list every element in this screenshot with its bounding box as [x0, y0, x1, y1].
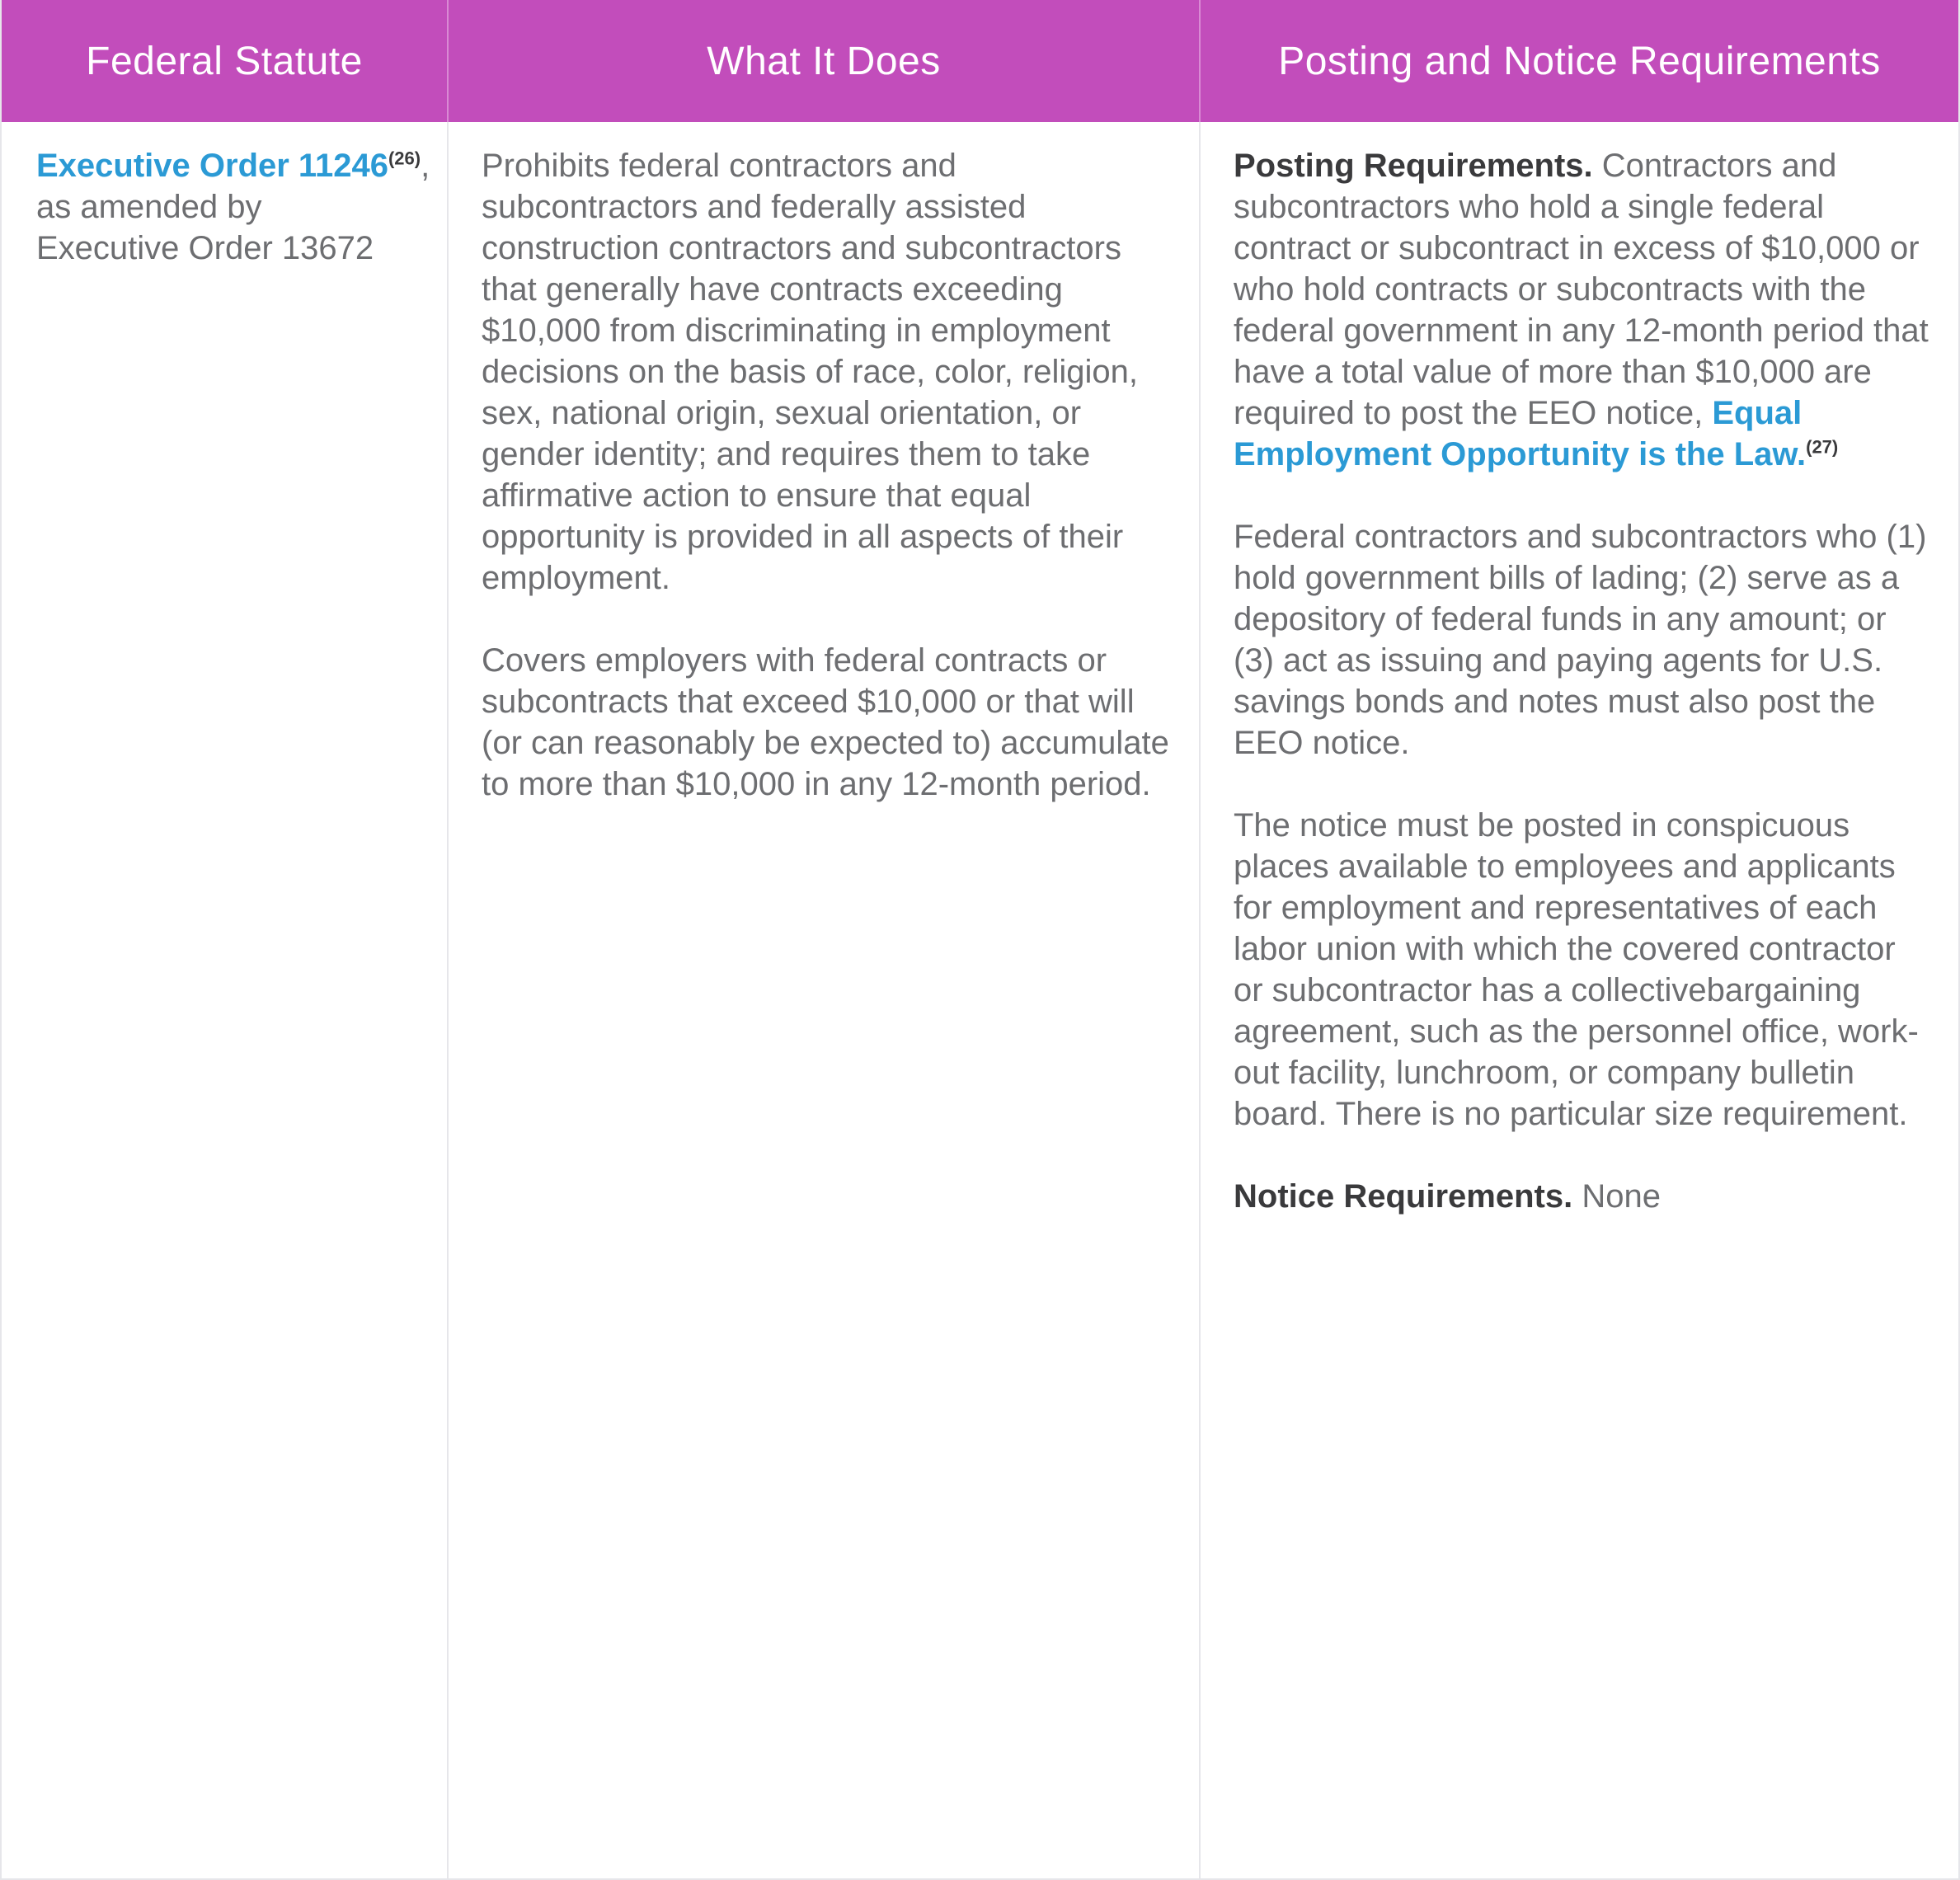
- table-row: [2, 122, 1958, 1878]
- header-what-it-does: What It Does: [447, 0, 1199, 122]
- eeo-law-link[interactable]: Equal Employment Opportunity is the Law.: [1234, 395, 1807, 472]
- posting-requirements-text: Contractors and subcontractors who hold a single federal contract or subcontract in excess of $10,000 or who hold contracts or subcontracts with the federal government in any 12-month period that have a total value of more than $10,000 are required to post the EEO notice,: [1234, 148, 1929, 431]
- footnote-ref-26: (26): [388, 148, 421, 169]
- what-it-does-cell: [447, 122, 1199, 1878]
- header-posting-notice-requirements: Posting and Notice Requirements: [1199, 0, 1958, 122]
- notice-requirements-label: Notice Requirements.: [1234, 1178, 1573, 1215]
- executive-order-link[interactable]: Executive Order 11246: [36, 148, 388, 184]
- requirements-cell: [1199, 122, 1958, 1878]
- notice-placement-paragraph: The notice must be posted in conspicuous places available to employees and applicants for employment and representatives of each labor union with which the covered contractor or subcontractor has a collectivebargaining agreement, such as the personnel office, work-out facility, lunchroom, or company bulletin board. There is no particular size requirement.: [1234, 807, 1919, 1132]
- statute-cell: [2, 122, 447, 1878]
- table-header-row: [2, 0, 1958, 122]
- statute-amended-text: , as amended by: [36, 148, 430, 225]
- notice-requirements-text: None: [1572, 1178, 1661, 1215]
- prohibition-paragraph: Prohibits federal contractors and subcontractors and federally assisted construction contractors and subcontractors that generally have contracts exceeding $10,000 from discriminating in employment decisions on the basis of race, color, religion, sex, national origin, sexual orientation, or gender identity; and requires them to take affirmative action to ensure that equal opportunity is provided in all aspects of their employment.: [482, 148, 1138, 596]
- notice-requirements-paragraph: [1234, 1176, 1934, 1217]
- posting-requirements-paragraph: [1234, 145, 1934, 475]
- coverage-paragraph: Covers employers with federal contracts or subcontracts that exceed $10,000 or that will (or can reasonably be expected to) accumulate to more than $10,000 in any 12-month period.: [482, 642, 1169, 802]
- header-federal-statute: Federal Statute: [86, 39, 363, 83]
- statute-amended-order: Executive Order 13672: [36, 230, 374, 266]
- posting-requirements-label: Posting Requirements.: [1234, 148, 1593, 184]
- footnote-ref-27: (27): [1806, 436, 1839, 458]
- bills-of-lading-paragraph: Federal contractors and subcontractors who (1) hold government bills of lading; (2) serve as a depository of federal funds in any amount; or (3) act as issuing and paying agents for U.S. savings bonds and notes must also post the EEO notice.: [1234, 519, 1927, 761]
